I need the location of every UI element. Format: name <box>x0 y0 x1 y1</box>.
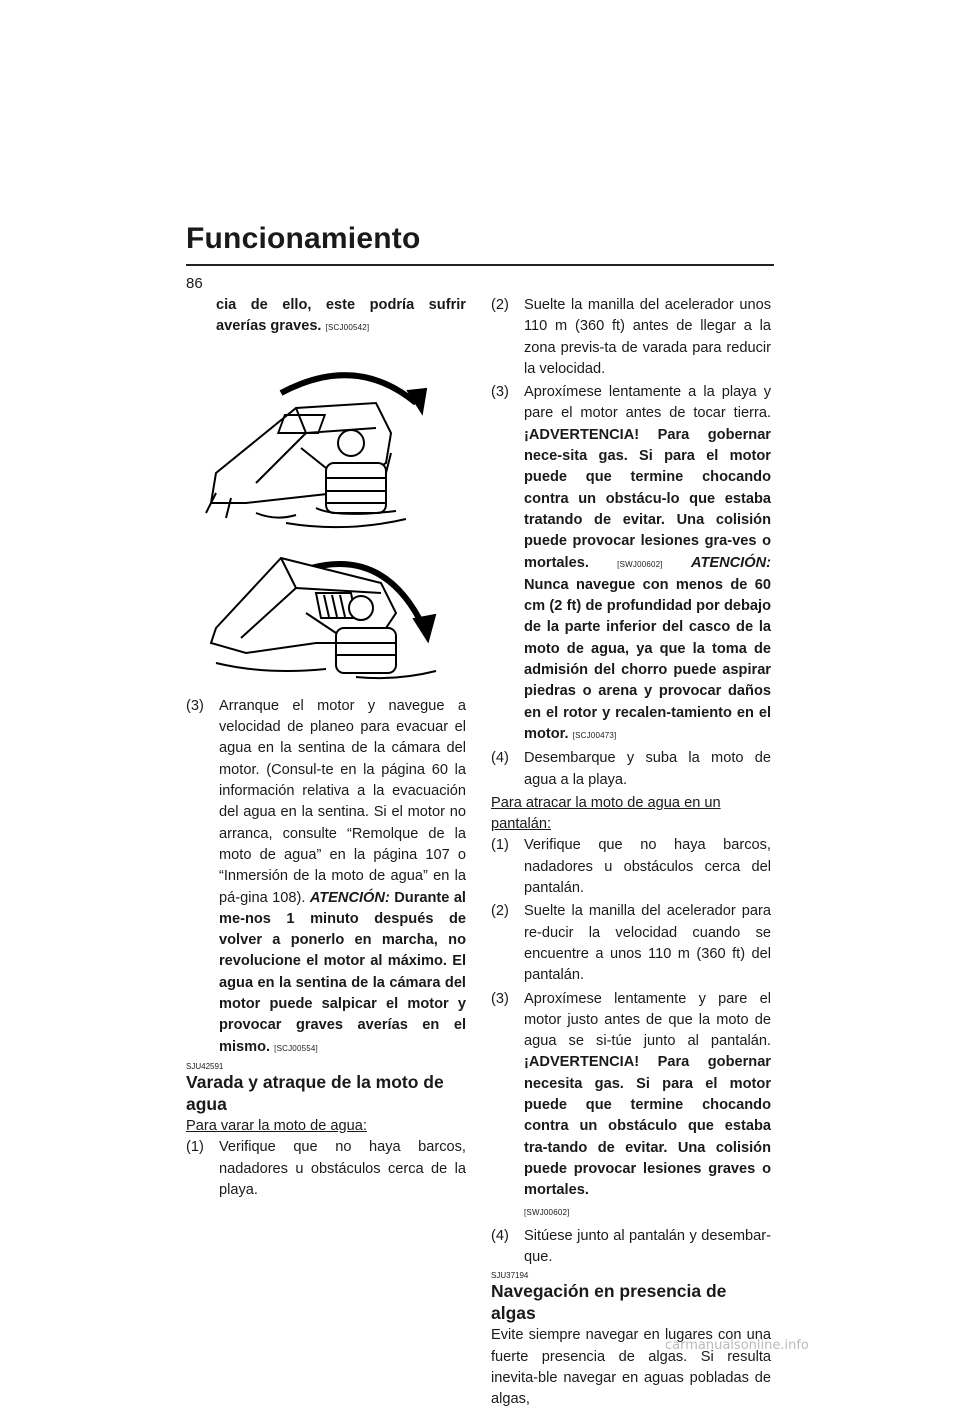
section-code: SJU42591 <box>186 1061 224 1071</box>
list-item: (3) Aproxímese lentamente y pare el motor justo antes de que la moto de agua se si-túe junto al pantalán. ¡ADVERTENCIA! Para gobernar necesita gas. Si para el motor puede que termine chocando contra un obstáculo que estaba tra-tando de evitar. Una colisión puede provocar lesiones graves o mortales. [SWJ00602] <box>491 990 771 1218</box>
subheading: Para atracar la moto de agua en un pantalán: <box>491 794 721 833</box>
list-item: (4) Desembarque y suba la moto de agua a la playa. <box>491 750 771 788</box>
list-item: (1) Verifique que no haya barcos, nadadores u obstáculos cerca del pantalán. <box>491 837 771 897</box>
section-heading: Varada y atraque de la moto de agua <box>186 1071 444 1114</box>
section-code: SJU37194 <box>491 1271 529 1281</box>
list-item: (2) Suelte la manilla del acelerador para re-ducir la velocidad cuando se encuentre a unos 110 m (360 ft) del pantalán. <box>491 903 771 984</box>
list-item: (2) Suelte la manilla del acelerador unos 110 m (360 ft) antes de llegar a la zona previs-ta de varada para reducir la velocidad. <box>491 297 771 377</box>
capsize-recovery-illustration <box>186 343 466 683</box>
right-column <box>491 295 771 1411</box>
list-item: (4) Sitúese junto al pantalán y desembar-que. <box>491 1227 771 1266</box>
page-number: 86 <box>186 275 203 292</box>
list-item: (3) Aproxímese lentamente a la playa y pare el motor antes de tocar tierra. ¡ADVERTENCIA! Para gobernar nece-sita gas. Si para el motor puede que termine chocando contra un obstácu-lo que estaba tratando de evitar. Una colisión puede provocar lesiones gra-ves o mortales. [SWJ00602] ATENCIÓN: Nunca navegue con menos de 60 cm (2 ft) de profundidad por debajo de la parte inferior del casco de la moto de agua, ya que la toma de admisión del chorro puede aspirar piedras o arena y provocar daños en el rotor y recalen-tamiento en el motor. [SCJ00473] <box>491 384 771 742</box>
section-heading: Navegación en presencia de algas <box>491 1281 727 1324</box>
title-rule <box>186 264 774 266</box>
left-column <box>186 295 466 1203</box>
watermark: carmanualsonline.info <box>665 1338 809 1353</box>
list-item: (1) Verifique que no haya barcos, nadadores u obstáculos cerca de la playa. <box>186 1139 466 1198</box>
page-title: Funcionamiento <box>186 222 421 255</box>
paragraph: Evite siempre navegar en lugares con una fuerte presencia de algas. Si resulta inevita-ble navegar en aguas pobladas de algas, <box>491 1327 771 1408</box>
continued-text: cia de ello, este podría sufrir averías graves. [SCJ00542] <box>216 297 466 335</box>
list-item: (3) Arranque el motor y navegue a velocidad de planeo para evacuar el agua en la sentina de la cámara del motor. (Consul-te en la página 60 la información relativa a la evacuación del agua en la sentina. Si el motor no arranca, consulte “Remolque de la moto de agua” en la página 107 o “Inmersión de la moto de agua” en la pá-gina 108). ATENCIÓN: Durante al me-nos 1 minuto después de volver a ponerlo en marcha, no revolucione el motor al máximo. El agua en la sentina de la cámara del motor puede salpicar el motor y provocar graves averías en el mismo. [SCJ00554] <box>186 697 466 1055</box>
subheading: Para varar la moto de agua: <box>186 1117 367 1134</box>
